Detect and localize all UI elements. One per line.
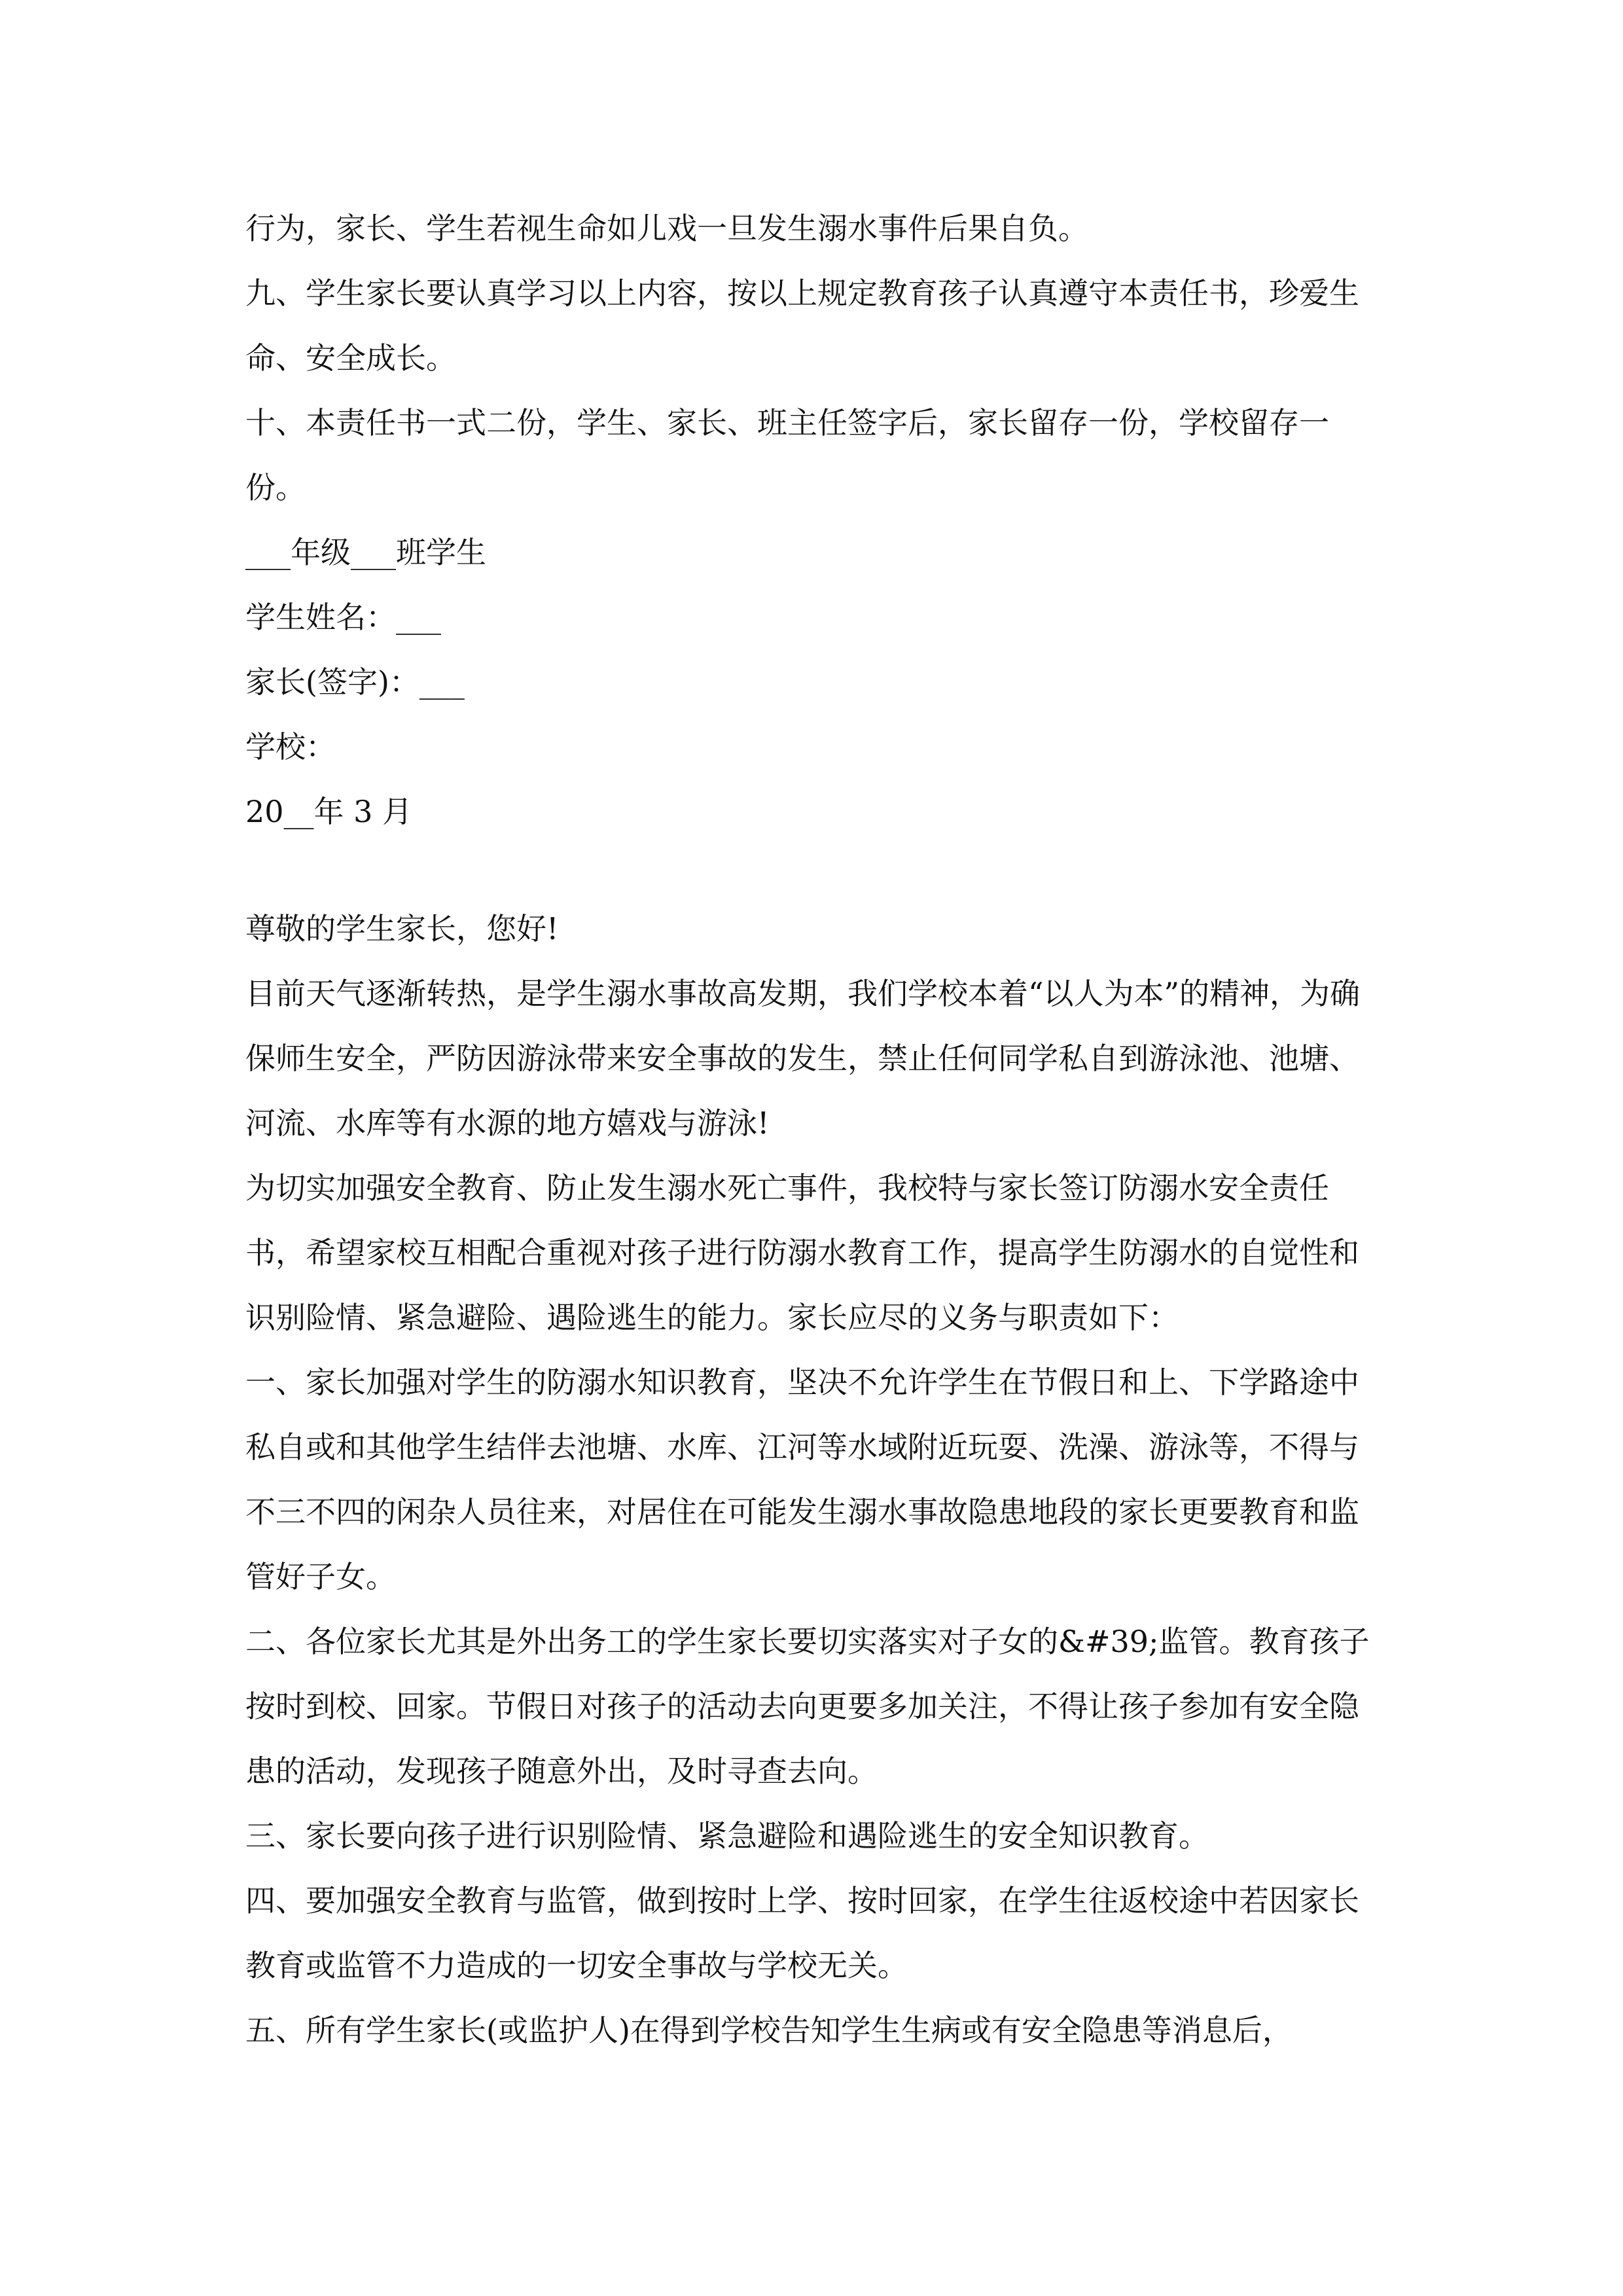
parent-letter [245,897,1384,2063]
school-line: 学校： [245,729,336,764]
date-line: 20__年 3 月 [245,794,413,829]
duty-item-two: 二、各位家长尤其是外出务工的学生家长要切实落实对子女的&#39;监管。教育孩子按时到校、回家。节假日对孩子的活动去向更要多加关注，不得让孩子参加有安全隐患的活动，发现孩子随意外出，及时寻查去向。 [245,1624,1370,1789]
clause-ten: 十、本责任书一式二份，学生、家长、班主任签字后，家长留存一份，学校留存一份。 [245,405,1329,505]
duty-item-five: 五、所有学生家长(或监护人)在得到学校告知学生生病或有安全隐患等消息后， [245,2013,1293,2048]
letter-greeting: 尊敬的学生家长，您好! [245,911,559,946]
duty-item-three: 三、家长要向孩子进行识别险情、紧急避险和遇险逃生的安全知识教育。 [245,1818,1209,1854]
parent-signature-line: 家长(签字)：___ [245,664,465,700]
clause-nine: 九、学生家长要认真学习以上内容，按以上规定教育孩子认真遵守本责任书，珍爱生命、安全成长。 [245,276,1359,376]
clause-eight-ending: 行为，家长、学生若视生命如儿戏一旦发生溺水事件后果自负。 [245,211,1088,246]
student-name-line: 学生姓名：___ [245,600,441,635]
duty-item-one: 一、家长加强对学生的防溺水知识教育，坚决不允许学生在节假日和上、下学路途中私自或和其他学生结伴去池塘、水库、江河等水域附近玩耍、洗澡、游泳等，不得与不三不四的闲杂人员往来，对居住在可能发生溺水事故隐患地段的家长更要教育和监管好子女。 [245,1365,1359,1594]
letter-paragraph: 目前天气逐渐转热，是学生溺水事故高发期，我们学校本着“以人为本”的精神，为确保师生安全，严防因游泳带来安全事故的发生，禁止任何同学私自到游泳池、池塘、河流、水库等有水源的地方嬉戏与游泳! [245,976,1361,1141]
duty-item-four: 四、要加强安全教育与监管，做到按时上学、按时回家，在学生往返校途中若因家长教育或监管不力造成的一切安全事故与学校无关。 [245,1883,1359,1983]
letter-paragraph: 为切实加强安全教育、防止发生溺水死亡事件，我校特与家长签订防溺水安全责任书，希望家校互相配合重视对孩子进行防溺水教育工作，提高学生防溺水的自觉性和识别险情、紧急避险、遇险逃生的能力。家长应尽的义务与职责如下： [245,1170,1359,1335]
responsibility-clauses-continued [245,196,1384,844]
grade-class-line: ___年级___班学生 [245,535,486,570]
